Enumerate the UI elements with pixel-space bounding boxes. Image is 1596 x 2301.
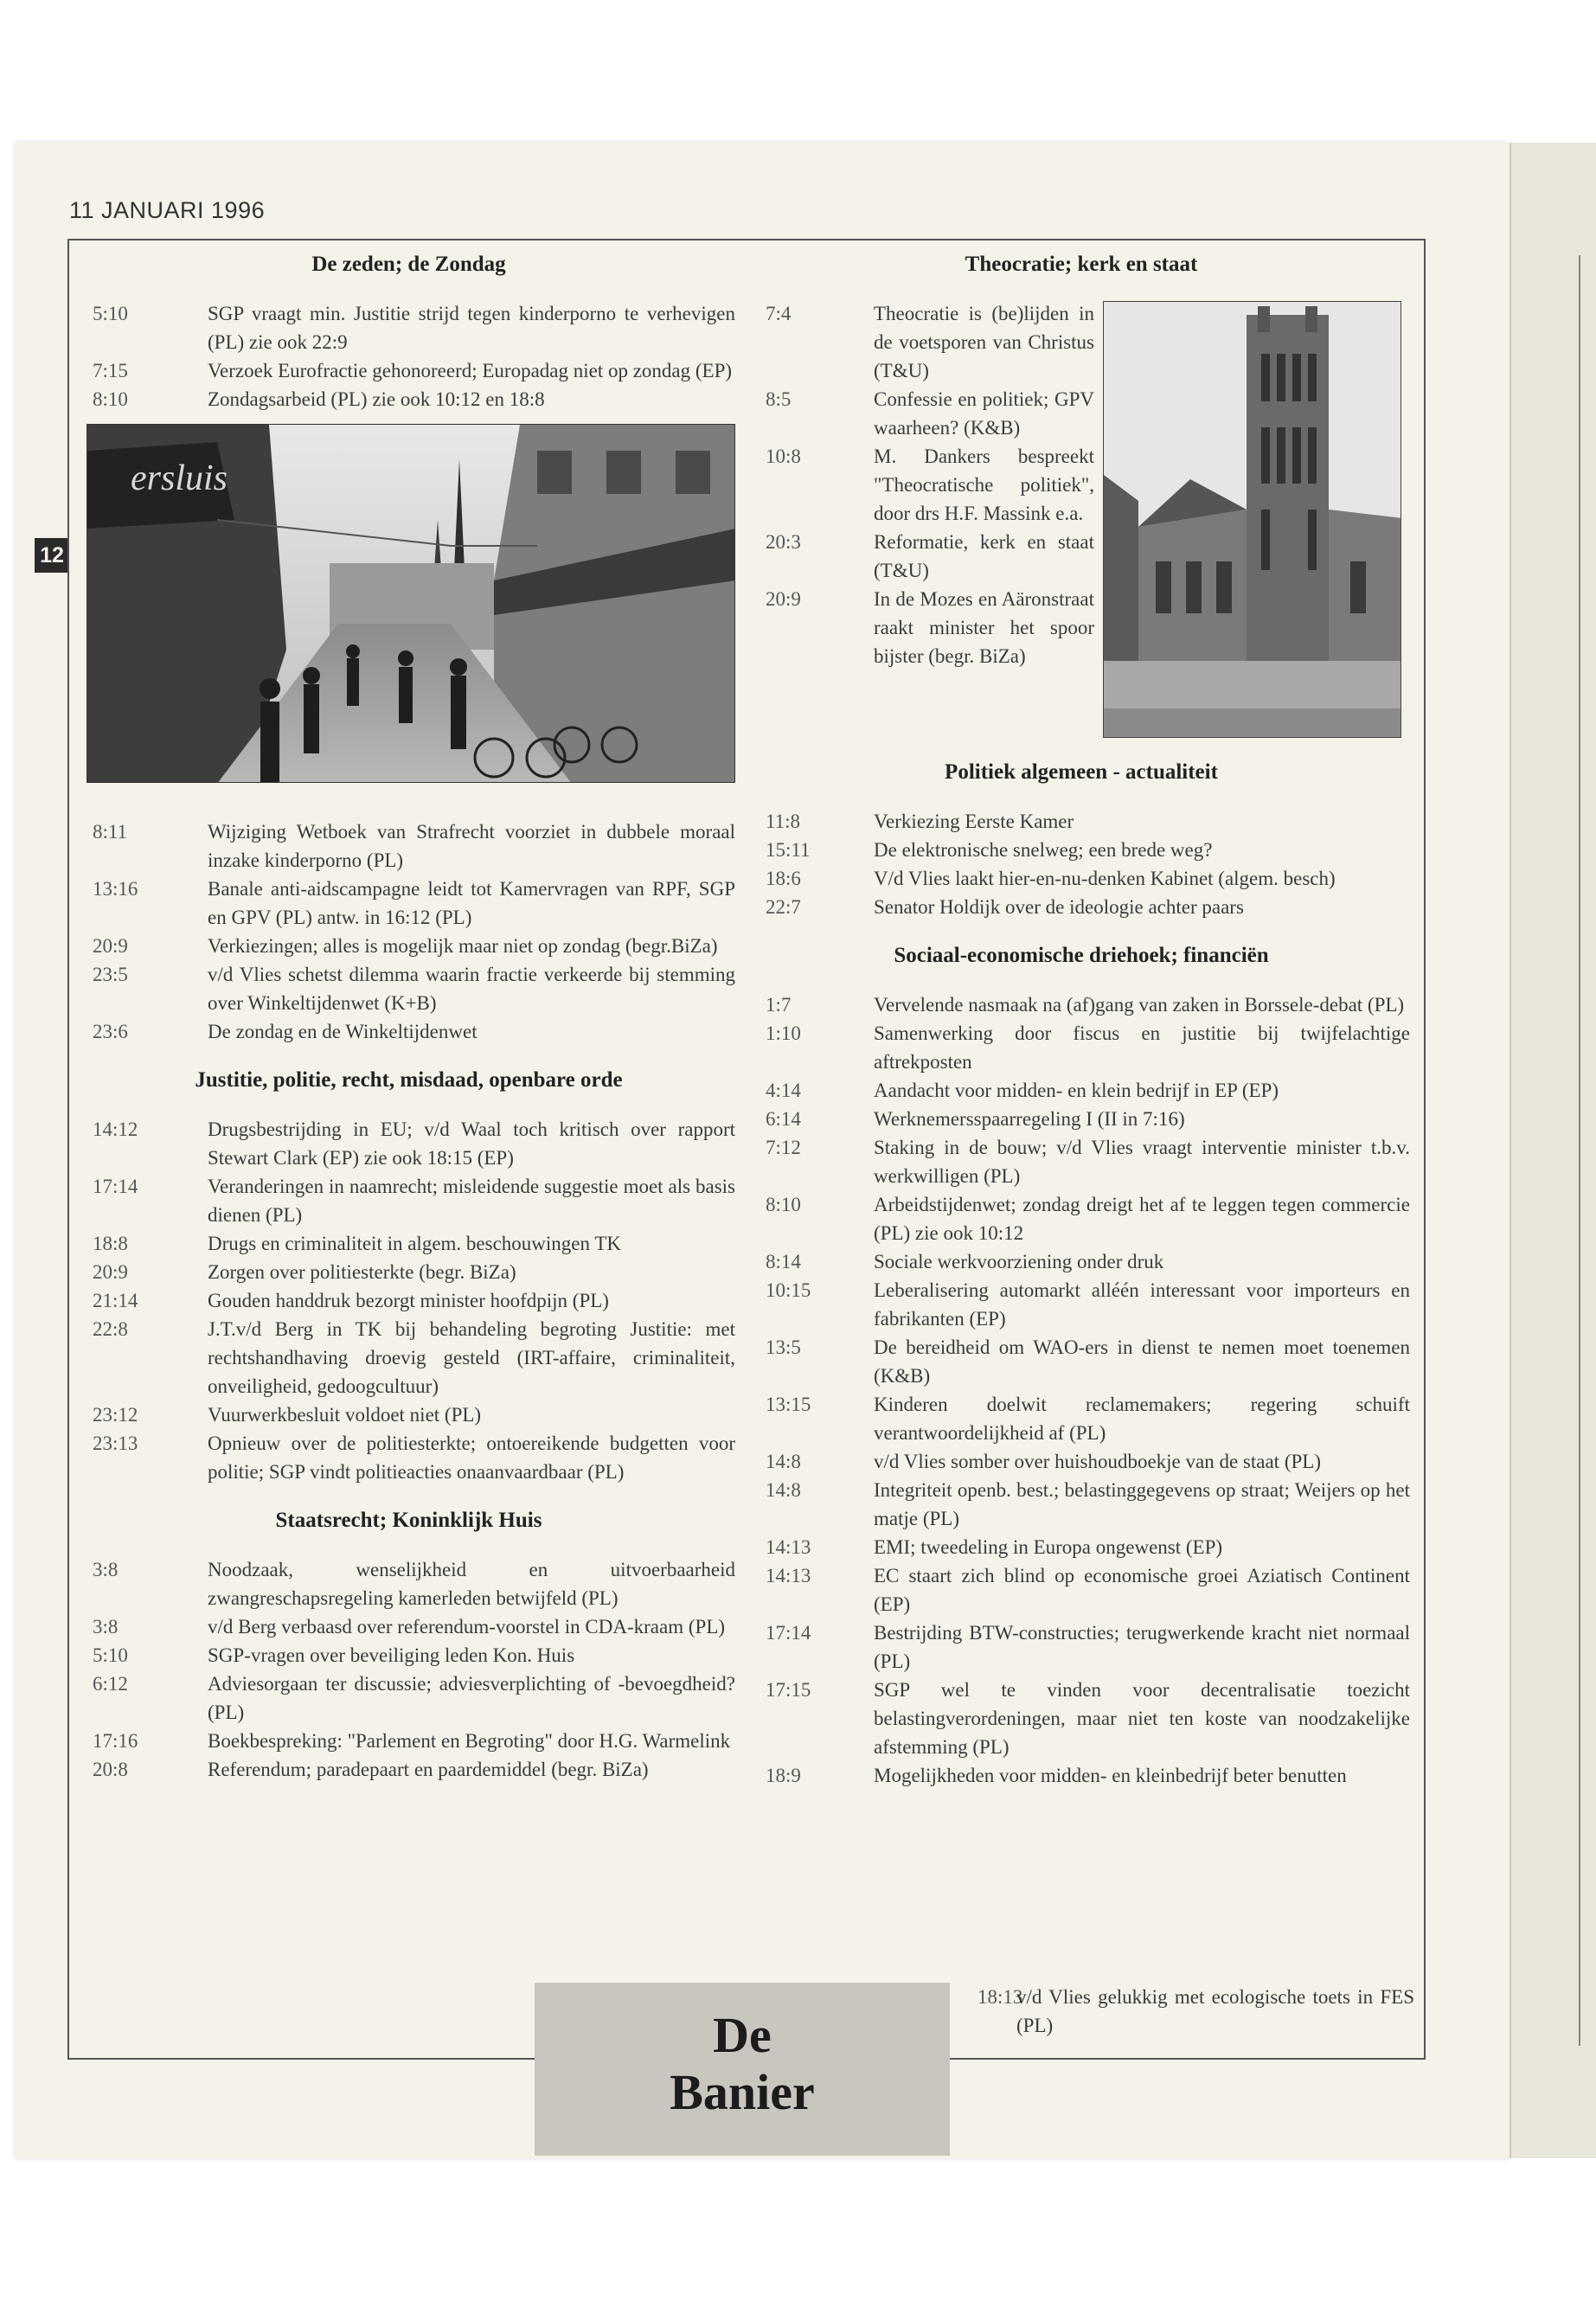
- entry-code: 8:5: [766, 388, 792, 410]
- entry-code: 14:8: [766, 1451, 801, 1472]
- staatsrecht-entries: [82, 1555, 735, 1784]
- logo-line-banier: Banier: [670, 2064, 815, 2120]
- list-item: [753, 1247, 1410, 1276]
- entry-code: 3:8: [93, 1559, 119, 1580]
- list-item: [82, 1670, 735, 1727]
- church-photo: [1103, 301, 1401, 738]
- entry-code: 1:7: [766, 994, 792, 1016]
- left-column: [82, 253, 735, 1784]
- entry-code: 3:8: [93, 1616, 119, 1638]
- list-item: [753, 299, 1094, 385]
- list-item: [82, 1429, 735, 1486]
- entry-text: Reformatie, kerk en staat (T&U): [874, 531, 1094, 581]
- list-item: [753, 1276, 1410, 1333]
- entry-code: 20:8: [93, 1759, 128, 1780]
- list-item: [753, 385, 1094, 442]
- entry-text: SGP-vragen over beveiliging leden Kon. Huis: [208, 1644, 575, 1666]
- entry-text: SGP wel te vinden voor decentralisatie toezicht belastingverordeningen, maar niet ten koste van noodzakelijke afstemming (PL): [874, 1679, 1410, 1758]
- entry-text: Samenwerking door fiscus en justitie bij twijfelachtige aftrekposten: [874, 1022, 1410, 1073]
- list-item: [82, 1315, 735, 1400]
- entry-text: v/d Vlies somber over huishoudboekje van de staat (PL): [874, 1451, 1321, 1472]
- entry-text: Aandacht voor midden- en klein bedrijf in EP (EP): [874, 1080, 1279, 1101]
- entry-text: Mogelijkheden voor midden- en kleinbedrijf beter benutten: [874, 1765, 1347, 1786]
- list-item: [753, 585, 1094, 670]
- entry-text: Banale anti-aidscampagne leidt tot Kamervragen van RPF, SGP en GPV (PL) antw. in 16:12 (PL): [208, 878, 735, 928]
- section-heading-theocratie: Theocratie; kerk en staat: [965, 253, 1198, 276]
- entry-code: 14:12: [93, 1118, 138, 1140]
- entry-text: Adviesorgaan ter discussie; adviesverplichting of -bevoegdheid? (PL): [208, 1673, 735, 1723]
- entry-text: V/d Vlies laakt hier-en-nu-denken Kabinet (algem. besch): [874, 868, 1336, 889]
- entry-text: Zondagsarbeid (PL) zie ook 10:12 en 18:8: [208, 388, 545, 410]
- politiek-entries: [753, 807, 1410, 921]
- list-item: [753, 1076, 1410, 1105]
- justitie-entries: [82, 1115, 735, 1486]
- section-heading-sociaal: Sociaal-economische driehoek; financiën: [894, 944, 1269, 967]
- entry-text: Drugsbestrijding in EU; v/d Waal toch kritisch over rapport Stewart Clark (EP) zie ook 18:15 (EP): [208, 1118, 735, 1169]
- entry-code: 17:16: [93, 1730, 138, 1752]
- list-item: [965, 1983, 1414, 2040]
- entry-text: Noodzaak, wenselijkheid en uitvoerbaarheid zwangreschapsregeling kamerleden betwijfeld (PL): [208, 1559, 735, 1609]
- entry-code: 8:14: [766, 1251, 801, 1272]
- entry-text: EMI; tweedeling in Europa ongewenst (EP): [874, 1536, 1223, 1558]
- church-tower-image: [1104, 302, 1401, 738]
- entry-text: Vuurwerkbesluit voldoet niet (PL): [208, 1404, 482, 1426]
- list-item: [753, 1476, 1410, 1533]
- facing-page-rule: [1579, 255, 1580, 2046]
- entry-text: Drugs en criminaliteit in algem. beschouwingen TK: [208, 1233, 621, 1254]
- entry-code: 20:9: [93, 1261, 128, 1283]
- entry-text: v/d Vlies schetst dilemma waarin fractie verkeerde bij stemming over Winkeltijdenwet (K+B): [208, 964, 735, 1014]
- entry-text: Referendum; paradepaart en paardemiddel (begr. BiZa): [208, 1759, 649, 1780]
- list-item: [82, 1172, 735, 1229]
- entry-code: 18:8: [93, 1233, 128, 1254]
- list-item: [753, 1019, 1410, 1076]
- section-heading-politiek: Politiek algemeen - actualiteit: [945, 760, 1218, 784]
- entry-code: 17:14: [766, 1622, 811, 1644]
- entry-text: M. Dankers bespreekt "Theocratische politiek", door drs H.F. Massink e.a.: [874, 445, 1094, 524]
- list-item: [82, 1115, 735, 1172]
- issue-date: 11 JANUARI 1996: [69, 197, 266, 223]
- entry-text: Kinderen doelwit reclamemakers; regering schuift verantwoordelijkheid af (PL): [874, 1394, 1410, 1444]
- entry-text: Vervelende nasmaak na (af)gang van zaken in Borssele-debat (PL): [874, 994, 1405, 1016]
- entry-text: Zorgen over politiesterkte (begr. BiZa): [208, 1261, 516, 1283]
- entry-code: 14:13: [766, 1565, 811, 1586]
- entry-text: Senator Holdijk over de ideologie achter paars: [874, 896, 1244, 918]
- entry-code: 13:15: [766, 1394, 811, 1415]
- entry-code: 17:15: [766, 1679, 811, 1701]
- list-item: [753, 1533, 1410, 1561]
- page-number: 12: [35, 538, 69, 573]
- logo-text: [535, 2007, 950, 2121]
- theocratie-entries: [753, 299, 1094, 738]
- street-scene-image: [87, 425, 735, 783]
- list-item: [753, 990, 1410, 1019]
- entry-code: 5:10: [93, 303, 128, 324]
- entry-text: v/d Vlies gelukkig met ecologische toets in FES (PL): [1016, 1986, 1414, 2036]
- section-heading-justitie: Justitie, politie, recht, misdaad, openbare orde: [195, 1068, 623, 1092]
- entry-code: 4:14: [766, 1080, 801, 1101]
- entry-code: 13:16: [93, 878, 138, 900]
- sociaal-last-entry: [965, 1983, 1414, 2040]
- entry-code: 7:12: [766, 1137, 801, 1158]
- entry-code: 10:8: [766, 445, 801, 467]
- list-item: [82, 1258, 735, 1286]
- entry-text: Verkiezing Eerste Kamer: [874, 811, 1074, 832]
- entry-code: 11:8: [766, 811, 801, 832]
- entry-text: Staking in de bouw; v/d Vlies vraagt interventie minister t.b.v. werkwilligen (PL): [874, 1137, 1410, 1187]
- list-item: [82, 1400, 735, 1429]
- svg-text:ersluis: ersluis: [131, 458, 228, 498]
- list-item: [82, 299, 735, 356]
- entry-text: In de Mozes en Aäronstraat raakt minister het spoor bijster (begr. BiZa): [874, 588, 1094, 667]
- list-item: [753, 442, 1094, 528]
- entry-code: 18:13: [977, 1986, 1023, 2008]
- list-item: [753, 807, 1410, 836]
- list-item: [753, 1133, 1410, 1190]
- entry-code: 8:11: [93, 821, 128, 843]
- de-banier-logo: [535, 1983, 950, 2156]
- list-item: [753, 1333, 1410, 1390]
- list-item: [82, 1612, 735, 1641]
- entry-text: Wijziging Wetboek van Strafrecht voorziet in dubbele moraal inzake kinderporno (PL): [208, 821, 735, 871]
- section-heading-staatsrecht: Staatsrecht; Koninklijk Huis: [275, 1509, 542, 1532]
- entry-code: 22:7: [766, 896, 801, 918]
- list-item: [753, 1390, 1410, 1447]
- zeden-entries-bottom: [82, 817, 735, 1046]
- entry-code: 23:12: [93, 1404, 138, 1426]
- list-item: [753, 893, 1410, 921]
- entry-code: 5:10: [93, 1644, 128, 1666]
- list-item: [753, 1447, 1410, 1476]
- entry-code: 13:5: [766, 1336, 801, 1358]
- right-column: [753, 253, 1410, 1790]
- street-photo: [87, 424, 735, 783]
- entry-code: 7:4: [766, 303, 792, 324]
- list-item: [753, 528, 1094, 585]
- entry-text: Verzoek Eurofractie gehonoreerd; Europadag niet op zondag (EP): [208, 360, 733, 381]
- entry-code: 15:11: [766, 839, 811, 861]
- entry-code: 20:9: [93, 935, 128, 957]
- entry-code: 22:8: [93, 1318, 128, 1340]
- entry-text: Sociale werkvoorziening onder druk: [874, 1251, 1164, 1272]
- entry-code: 23:13: [93, 1433, 138, 1454]
- entry-text: De bereidheid om WAO-ers in dienst te nemen moet toenemen (K&B): [874, 1336, 1410, 1387]
- entry-code: 20:9: [766, 588, 801, 610]
- entry-text: Theocratie is (be)lijden in de voetsporen van Christus (T&U): [874, 303, 1094, 381]
- list-item: [753, 864, 1410, 893]
- list-item: [82, 817, 735, 875]
- zeden-entries-top: [82, 299, 735, 413]
- list-item: [753, 1761, 1410, 1790]
- entry-text: Gouden handdruk bezorgt minister hoofdpijn (PL): [208, 1290, 609, 1311]
- list-item: [82, 932, 735, 960]
- list-item: [82, 1641, 735, 1670]
- entry-code: 23:5: [93, 964, 128, 985]
- entry-code: 18:6: [766, 868, 801, 889]
- entry-text: De zondag en de Winkeltijdenwet: [208, 1021, 478, 1042]
- list-item: [82, 1229, 735, 1258]
- entry-text: De elektronische snelweg; een brede weg?: [874, 839, 1213, 861]
- list-item: [82, 1555, 735, 1612]
- list-item: [753, 1561, 1410, 1618]
- entry-text: Leberalisering automarkt alléén interessant voor importeurs en fabrikanten (EP): [874, 1279, 1410, 1330]
- entry-code: 18:9: [766, 1765, 801, 1786]
- entry-code: 20:3: [766, 531, 801, 553]
- list-item: [753, 1105, 1410, 1133]
- entry-text: Integriteit openb. best.; belastinggegevens op straat; Weijers op het matje (PL): [874, 1479, 1410, 1529]
- entry-text: Opnieuw over de politiesterkte; ontoereikende budgetten voor politie; SGP vindt politieacties onaanvaardbaar (PL): [208, 1433, 735, 1483]
- entry-code: 10:15: [766, 1279, 811, 1301]
- list-item: [82, 1286, 735, 1315]
- entry-code: 8:10: [93, 388, 128, 410]
- list-item: [82, 385, 735, 413]
- list-item: [753, 836, 1410, 864]
- theocratie-block: [753, 299, 1410, 738]
- facing-page-edge: [1509, 143, 1596, 2158]
- section-heading-zeden: De zeden; de Zondag: [311, 253, 506, 276]
- list-item: [753, 1190, 1410, 1247]
- list-item: [82, 1727, 735, 1755]
- entry-text: Boekbespreking: "Parlement en Begroting" door H.G. Warmelink: [208, 1730, 731, 1752]
- entry-code: 7:15: [93, 360, 128, 381]
- entry-code: 14:8: [766, 1479, 801, 1501]
- entry-code: 1:10: [766, 1022, 801, 1044]
- entry-code: 14:13: [766, 1536, 811, 1558]
- entry-code: 8:10: [766, 1194, 801, 1215]
- list-item: [82, 960, 735, 1017]
- list-item: [82, 1755, 735, 1784]
- entry-text: Verkiezingen; alles is mogelijk maar niet op zondag (begr.BiZa): [208, 935, 718, 957]
- entry-code: 21:14: [93, 1290, 138, 1311]
- entry-code: 6:14: [766, 1108, 801, 1130]
- entry-text: Veranderingen in naamrecht; misleidende suggestie moet als basis dienen (PL): [208, 1176, 735, 1226]
- list-item: [753, 1676, 1410, 1761]
- entry-code: 6:12: [93, 1673, 128, 1695]
- entry-text: v/d Berg verbaasd over referendum-voorstel in CDA-kraam (PL): [208, 1616, 726, 1638]
- list-item: [82, 875, 735, 932]
- entry-text: SGP vraagt min. Justitie strijd tegen kinderporno te verhevigen (PL) zie ook 22:9: [208, 303, 735, 353]
- entry-code: 23:6: [93, 1021, 128, 1042]
- entry-text: Bestrijding BTW-constructies; terugwerkende kracht niet normaal (PL): [874, 1622, 1410, 1672]
- sociaal-entries: [753, 990, 1410, 1790]
- entry-code: 17:14: [93, 1176, 138, 1197]
- entry-text: Werknemersspaarregeling I (II in 7:16): [874, 1108, 1185, 1130]
- entry-text: J.T.v/d Berg in TK bij behandeling begroting Justitie: met rechtshandhaving droevig gesteld (IRT-affaire, criminaliteit, onveiligheid, gedoogcultuur): [208, 1318, 735, 1397]
- list-item: [82, 356, 735, 385]
- list-item: [753, 1618, 1410, 1676]
- entry-text: Arbeidstijdenwet; zondag dreigt het af te leggen tegen commercie (PL) zie ook 10:12: [874, 1194, 1410, 1244]
- entry-text: Confessie en politiek; GPV waarheen? (K&B): [874, 388, 1094, 439]
- list-item: [82, 1017, 735, 1046]
- logo-line-de: De: [713, 2007, 772, 2063]
- entry-text: EC staart zich blind op economische groei Aziatisch Continent (EP): [874, 1565, 1410, 1615]
